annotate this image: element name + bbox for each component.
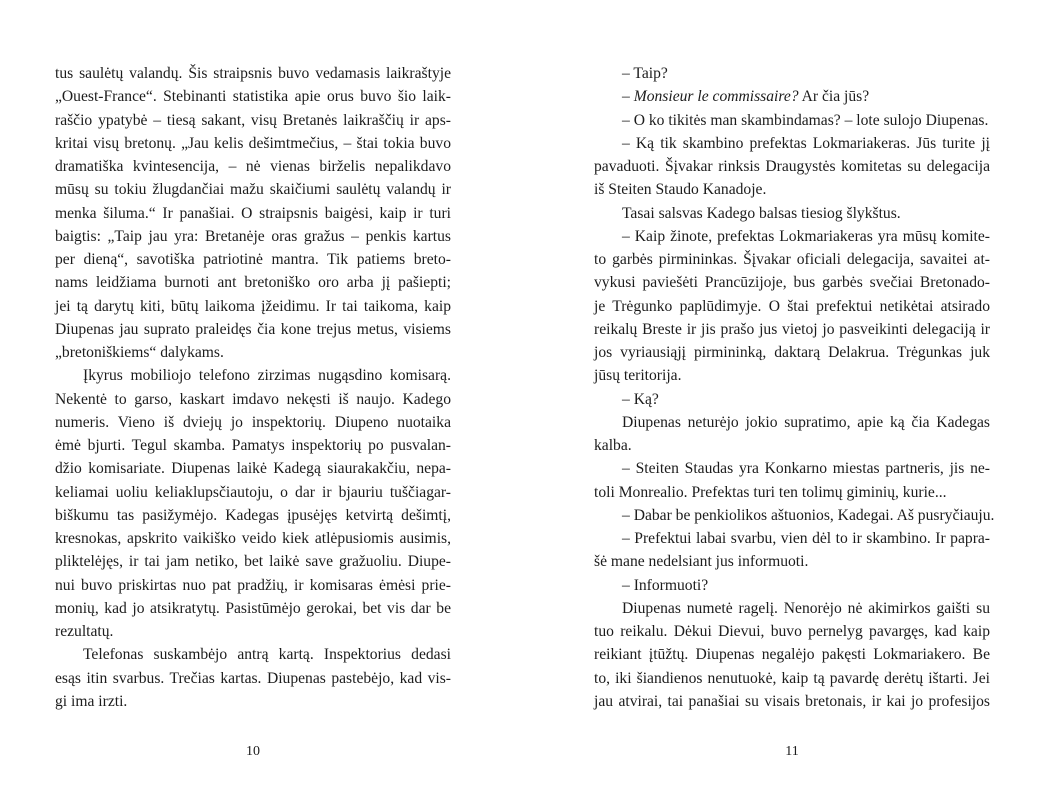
text-line: pavaduoti. Šįvakar rinksis Draugystės komitetas su delegacija bbox=[594, 158, 990, 175]
text-line: „bretoniškiems“ dalykams. bbox=[55, 344, 224, 361]
text-line: rezultatų. bbox=[55, 623, 114, 640]
left-page-number: 10 bbox=[246, 744, 260, 759]
text-line: jūsų teritorija. bbox=[594, 367, 682, 385]
text-line: Diupenas neturėjo jokio supratimo, apie ką čia Kadegas bbox=[622, 413, 990, 431]
text-line: dramatiška kvintesencija, – nė vienas birželis nepalikdavo bbox=[55, 158, 451, 175]
text-line: jos vyriausiąjį pirmininką, daktarą Delakrua. Trėgunkas juk bbox=[594, 344, 990, 361]
text-line: – Prefektui labai svarbu, vien dėl to ir skambino. Ir papra- bbox=[622, 530, 990, 547]
text-line: to, iki šiandienos nenutuokė, kaip tą pavardę derėtų ištarti. Jei bbox=[594, 669, 990, 687]
text-line: Tasai salsvas Kadego balsas tiesiog šlykštus. bbox=[622, 204, 901, 222]
text-line: Įkyrus mobiliojo telefono zirzimas nugąsdino komisarą. bbox=[83, 367, 451, 385]
text-line: – Taip? bbox=[622, 65, 668, 82]
text-line: numeris. Vieno iš dviejų jo inspektorių. Diupeno nuotaika bbox=[55, 413, 451, 431]
text-line: raščio ypatybė – tiesą sakant, visų Bretanės laikraščių ir aps- bbox=[55, 111, 451, 129]
text-line: – Dabar be penkiolikos aštuonios, Kadegai. Aš pusryčiauju. bbox=[622, 506, 995, 524]
text-line: jei tą darytų kiti, būtų laikoma įžeidimu. Ir tai taikoma, kaip bbox=[55, 297, 451, 315]
text-line: tuo reikalu. Dėkui Dievui, buvo pernelyg pavargęs, kad kaip bbox=[594, 623, 990, 640]
text-line: nui buvo priskirtas nuo pat pradžių, ir komisaras ėmėsi prie- bbox=[55, 576, 451, 594]
right-page-number: 11 bbox=[785, 744, 799, 759]
text-line: vykusi paviešėti Prancūzijoje, bus garbės svečiai Bretonado- bbox=[594, 274, 990, 292]
text-line: tus saulėtų valandų. Šis straipsnis buvo vedamasis laikraštyje bbox=[55, 65, 451, 82]
text-line: biškumu tas pasižymėjo. Kadegas įpusėjęs ketvirtą dešimtį, bbox=[55, 506, 451, 524]
text-line: iš Steiten Staudo Kanadoje. bbox=[594, 181, 767, 199]
text-line: nams leidžiama burnoti ant bretoniško oro arba jį pašiepti; bbox=[55, 274, 451, 292]
text-line: kresnokas, apskrito vaikiško veido kiek atlėpusiomis ausimis, bbox=[55, 530, 451, 547]
text-line: je Trėgunko paplūdimyje. O štai prefektui netikėtai atsirado bbox=[594, 297, 990, 315]
text-line: – O ko tikitės man skambindamas? – lote sulojo Diupenas. bbox=[622, 111, 989, 129]
text-line: toli Monrealio. Prefektas turi ten tolimų giminių, kurie... bbox=[594, 483, 947, 501]
text-line: šė mane nedelsiant jus informuoti. bbox=[594, 553, 809, 571]
text-line: kritai visų bretonų. „Jau kelis dešimtmečius, – štai tokia buvo bbox=[55, 134, 451, 152]
text-line: reikalų Breste ir jis prašo jus vietoj jo pasveikinti delegaciją ir bbox=[594, 320, 990, 338]
text-line: – Steiten Staudas yra Konkarno miestas partneris, jis ne- bbox=[622, 460, 990, 478]
text-line: keliamai uoliu keliaklupsčiautoju, o dar ir bjauriu tuščiagar- bbox=[55, 483, 451, 501]
text-line: Diupenas numetė ragelį. Nenorėjo nė akimirkos gaišti su bbox=[622, 599, 990, 617]
text-line: – Informuoti? bbox=[622, 576, 709, 594]
text-line: Telefonas suskambėjo antrą kartą. Inspektorius dedasi bbox=[83, 646, 451, 664]
text-line: esąs itin svarbus. Trečias kartas. Diupenas pastebėjo, kad vis- bbox=[55, 669, 451, 687]
text-line: to garbės pirmininkas. Šįvakar oficiali delegacija, savaitei at- bbox=[594, 251, 990, 268]
text-line: baigtis: „Taip jau yra: Bretanėje oras gražus – penkis kartus bbox=[55, 227, 451, 245]
text-line: gi ima irzti. bbox=[55, 692, 128, 710]
text-line: – Monsieur le commissaire? Ar čia jūs? bbox=[622, 88, 870, 106]
text-line: „Ouest-France“. Stebinanti statistika apie orus buvo šio laik- bbox=[55, 88, 451, 106]
text-line: Diupenas jau suprato praleidęs čia kone trejus metus, visiems bbox=[55, 320, 451, 338]
text-line: monių, kad jo atsikratytų. Pasistūmėjo gerokai, bet vis dar be bbox=[55, 599, 451, 617]
text-line: – Kaip žinote, prefektas Lokmariakeras yra mūsų komite- bbox=[622, 227, 990, 245]
text-line: reikiant įtūžtų. Diupenas negalėjo pakęsti Lokmariakero. Be bbox=[594, 646, 990, 664]
text-line: jau atvirai, tai panašiai su visais bretonais, ir kai jo profesijos bbox=[594, 692, 990, 710]
text-line: džio komisariate. Diupenas laikė Kadegą siaurakakčiu, nepa- bbox=[55, 460, 451, 478]
left-page bbox=[55, 62, 451, 713]
right-page bbox=[594, 62, 995, 713]
text-line: menka šiluma.“ Ir panašiai. O straipsnis baigėsi, kaip ir turi bbox=[55, 204, 451, 222]
text-line: Nekentė to garso, kaskart imdavo nekęsti iš naujo. Kadego bbox=[55, 390, 451, 408]
text-line: kalba. bbox=[594, 437, 632, 454]
text-line: pliktelėjęs, ir tai jam netiko, bet laikė save gražuoliu. Diupe- bbox=[55, 553, 451, 571]
text-line: per dieną“, savotiška patriotinė mantra. Tik patiems breto- bbox=[55, 251, 451, 268]
text-line: – Ką? bbox=[622, 390, 659, 408]
text-line: ėmė bjurti. Tegul skamba. Pamatys inspektorių po pusvalan- bbox=[55, 437, 451, 454]
text-line: mūsų su tokiu žlugdančiai mažu skaičiumi saulėtų valandų ir bbox=[55, 181, 451, 199]
text-line: – Ką tik skambino prefektas Lokmariakeras. Jūs turite jį bbox=[622, 134, 990, 152]
